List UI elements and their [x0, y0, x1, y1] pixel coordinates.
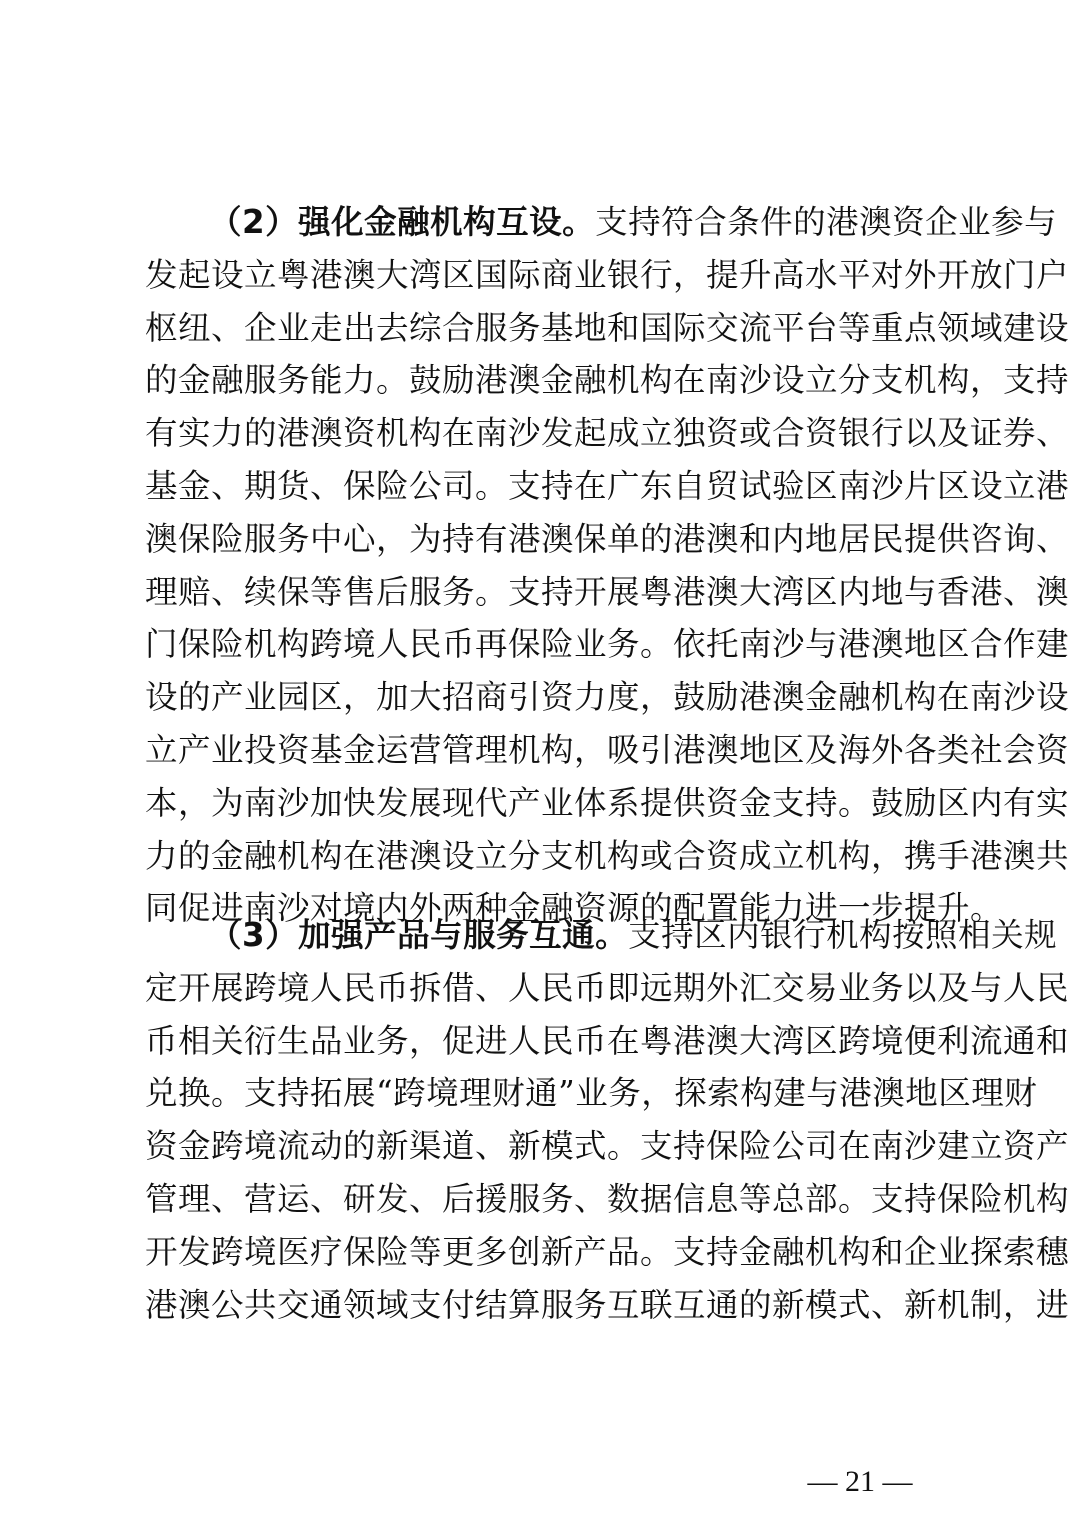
paragraph-3 — [145, 909, 1070, 1331]
paragraph-3-line: 币相关衍生品业务，促进人民币在粤港澳大湾区跨境便利流通和 — [145, 1021, 1070, 1060]
paragraph-3-line: 开发跨境医疗保险等更多创新产品。支持金融机构和企业探索穗 — [145, 1232, 1070, 1271]
paragraph-3-line: 管理、营运、研发、后援服务、数据信息等总部。支持保险机构 — [145, 1179, 1070, 1218]
paragraph-2-line: 立产业投资基金运营管理机构，吸引港澳地区及海外各类社会资 — [145, 730, 1070, 769]
paragraph-3-first-line-text: 支持区内银行机构按照相关规 — [628, 916, 1058, 954]
paragraph-3-line-1 — [145, 909, 1058, 962]
paragraph-2-line: 枢纽、企业走出去综合服务基地和国际交流平台等重点领域建设 — [145, 308, 1070, 347]
paragraph-2-line: 发起设立粤港澳大湾区国际商业银行，提升高水平对外开放门户 — [145, 255, 1070, 294]
paragraph-2-line: 有实力的港澳资机构在南沙发起成立独资或合资银行以及证券、 — [145, 414, 1070, 453]
paragraph-2-line: 的金融服务能力。鼓励港澳金融机构在南沙设立分支机构，支持 — [145, 361, 1070, 400]
paragraph-2-line: 基金、期货、保险公司。支持在广东自贸试验区南沙片区设立港 — [145, 466, 1070, 505]
paragraph-3-line: 港澳公共交通领域支付结算服务互联互通的新模式、新机制，进 — [145, 1285, 1070, 1324]
paragraph-2-heading: （2）强化金融机构互设。 — [209, 203, 596, 241]
paragraph-2-line: 力的金融机构在港澳设立分支机构或合资成立机构，携手港澳共 — [145, 836, 1070, 875]
paragraph-2-first-line-text: 支持符合条件的港澳资企业参与 — [595, 203, 1058, 241]
paragraph-2-line: 设的产业园区，加大招商引资力度，鼓励港澳金融机构在南沙设 — [145, 678, 1070, 717]
paragraph-2-line: 门保险机构跨境人民币再保险业务。依托南沙与港澳地区合作建 — [145, 625, 1070, 664]
page-number: — 21 — — [807, 1465, 913, 1498]
paragraph-3-line: 兑换。支持拓展“跨境理财通”业务，探索构建与港澳地区理财 — [145, 1074, 1038, 1113]
paragraph-3-heading: （3）加强产品与服务互通。 — [209, 916, 629, 954]
paragraph-2-line: 同促进南沙对境内外两种金融资源的配置能力进一步提升。 — [145, 889, 1004, 928]
paragraph-3-line: 资金跨境流动的新渠道、新模式。支持保险公司在南沙建立资产 — [145, 1127, 1070, 1166]
paragraph-2-line: 澳保险服务中心，为持有港澳保单的港澳和内地居民提供咨询、 — [145, 519, 1070, 558]
paragraph-2-line: 理赔、续保等售后服务。支持开展粤港澳大湾区内地与香港、澳 — [145, 572, 1070, 611]
paragraph-2-line: 本，为南沙加快发展现代产业体系提供资金支持。鼓励区内有实 — [145, 783, 1070, 822]
paragraph-2-line-1 — [145, 196, 1058, 249]
paragraph-3-line: 定开展跨境人民币拆借、人民币即远期外汇交易业务以及与人民 — [145, 968, 1070, 1007]
